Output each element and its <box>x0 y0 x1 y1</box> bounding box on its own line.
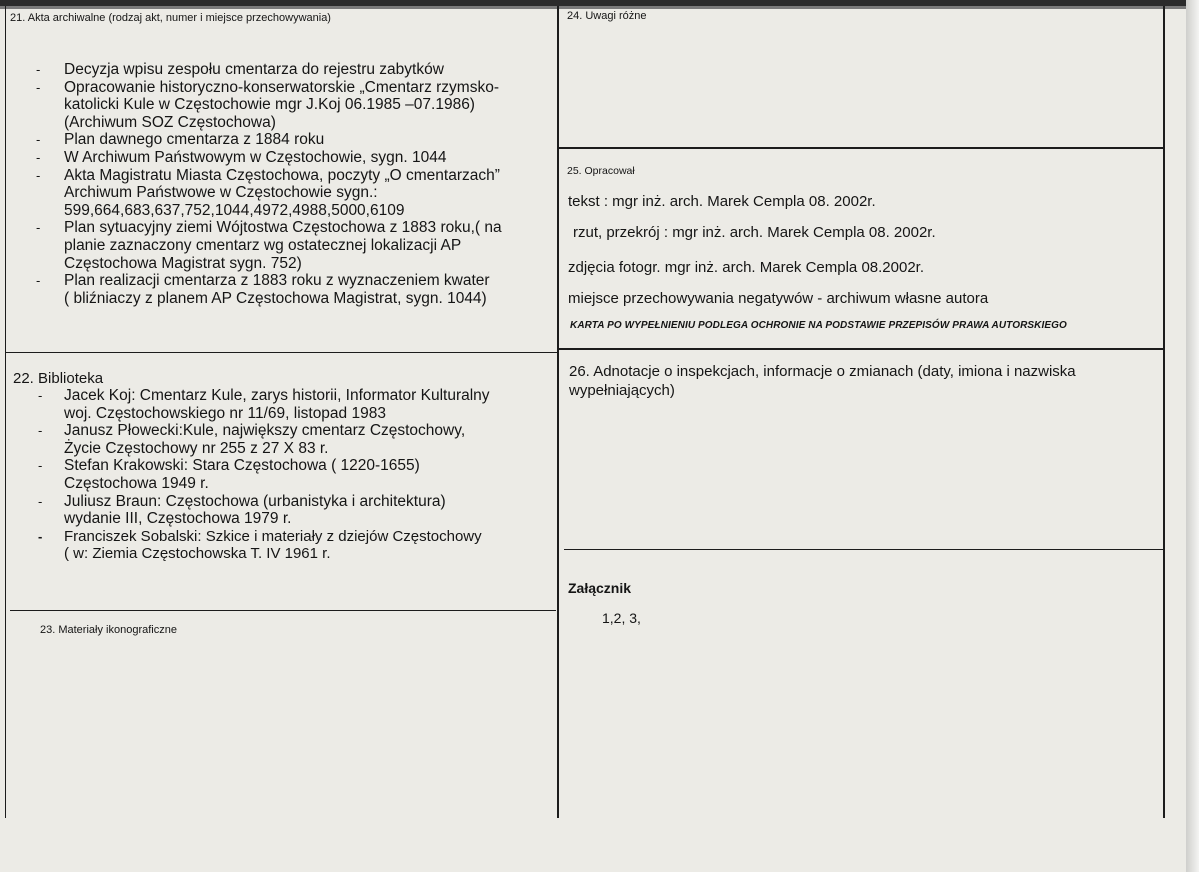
section-22-item-line: Franciszek Sobalski: Szkice i materiały z dziejów Częstochowy <box>64 527 482 545</box>
section-21-item-line: Plan dawnego cmentarza z 1884 roku <box>64 131 325 149</box>
divider-right-3 <box>564 549 1165 550</box>
section-21-item-line: (Archiwum SOZ Częstochowa) <box>64 113 276 131</box>
section-21-item-line: planie zaznaczony cmentarz wg ostatecznej lokalizacji AP <box>64 237 462 254</box>
zalacznik-label: Załącznik <box>568 580 632 596</box>
section-21-item-line: Decyzja wpisu zespołu cmentarza do rejestru zabytków <box>64 61 444 78</box>
section-22-item-bullet: - <box>38 458 43 474</box>
section-21-item-line: Częstochowa Magistrat sygn. 752) <box>64 254 302 272</box>
section-22-item-line: Częstochowa 1949 r. <box>64 475 209 492</box>
section-22-item-bullet: - <box>38 528 43 544</box>
zalacznik-value: 1,2, 3, <box>602 610 641 626</box>
section-22-header: 22. Biblioteka <box>13 370 104 387</box>
section-22-item-line: Życie Częstochowy nr 255 z 27 X 83 r. <box>64 439 329 457</box>
scan-edge-right <box>1186 0 1199 872</box>
section-21-item-line: 599,664,683,637,752,1044,4972,4988,5000,6109 <box>64 201 405 219</box>
divider-left-upper <box>5 352 558 353</box>
section-21-item-bullet: - <box>36 273 41 289</box>
section-23-header: 23. Materiały ikonograficzne <box>40 624 177 636</box>
section-21-item-bullet: - <box>36 220 41 236</box>
section-21-item-line: ( bliźniaczy z planem AP Częstochowa Magistrat, sygn. 1044) <box>64 289 487 307</box>
center-divider <box>557 6 559 818</box>
section-22-item-bullet: - <box>38 423 43 439</box>
opracowal-rzut: rzut, przekrój : mgr inż. arch. Marek Cempla 08. 2002r. <box>573 224 936 241</box>
section-21-item-bullet: - <box>36 132 41 148</box>
left-border <box>5 6 6 818</box>
section-21-item-line: Plan sytuacyjny ziemi Wójtostwa Częstochowa z 1883 roku,( na <box>64 219 502 237</box>
section-24-header: 24. Uwagi różne <box>567 10 647 22</box>
section-22-item-line: Janusz Płowecki:Kule, największy cmentarz Częstochowy, <box>64 422 466 440</box>
section-26-header-line2: wypełniających) <box>569 382 675 399</box>
section-25-header: 25. Opracował <box>567 165 635 177</box>
section-21-item-bullet: - <box>36 79 41 95</box>
section-21-item-line: Opracowanie historyczno-konserwatorskie „Cmentarz rzymsko- <box>64 78 499 96</box>
section-22-item-line: Juliusz Braun: Częstochowa (urbanistyka i architektura) <box>64 492 446 510</box>
right-border <box>1163 6 1165 818</box>
section-22-item-line: wydanie III, Częstochowa 1979 r. <box>64 510 292 528</box>
section-21-header: 21. Akta archiwalne (rodzaj akt, numer i miejsce przechowywania) <box>10 12 331 24</box>
section-21-item-bullet: - <box>36 150 41 165</box>
section-21-item-line: Akta Magistratu Miasta Częstochowa, poczyty „O cmentarzach” <box>64 166 500 184</box>
section-22-item-bullet: - <box>38 388 43 403</box>
copyright-note: KARTA PO WYPEŁNIENIU PODLEGA OCHRONIE NA PODSTAWIE PRZEPISÓW PRAWA AUTORSKIEGO <box>570 320 1067 331</box>
section-21-item-line: Archiwum Państwowe w Częstochowie sygn.: <box>64 184 378 202</box>
divider-left-lower <box>10 610 556 611</box>
section-22-item-line: Stefan Krakowski: Stara Częstochowa ( 1220-1655) <box>64 457 420 475</box>
section-21-item-line: katolicki Kule w Częstochowie mgr J.Koj 06.1985 –07.1986) <box>64 96 475 114</box>
section-22-item-line: woj. Częstochowskiego nr 11/69, listopad 1983 <box>64 404 386 422</box>
section-21-item-bullet: - <box>36 62 41 77</box>
opracowal-tekst: tekst : mgr inż. arch. Marek Cempla 08. 2002r. <box>568 193 876 210</box>
divider-right-2 <box>558 348 1165 350</box>
section-21-item-bullet: - <box>36 167 41 183</box>
section-21-item-line: W Archiwum Państwowym w Częstochowie, sygn. 1044 <box>64 149 447 166</box>
scan-edge-shadow <box>0 6 1199 9</box>
section-22-item-line: ( w: Ziemia Częstochowska T. IV 1961 r. <box>64 545 331 563</box>
section-26-header-line1: 26. Adnotacje o inspekcjach, informacje o zmianach (daty, imiona i nazwiska <box>569 363 1076 380</box>
section-22-item-bullet: - <box>38 493 43 509</box>
divider-right-1 <box>558 147 1165 149</box>
negatywy-location: miejsce przechowywania negatywów - archiwum własne autora <box>568 290 989 307</box>
opracowal-zdjecia: zdjęcia fotogr. mgr inż. arch. Marek Cempla 08.2002r. <box>568 259 925 276</box>
section-21-item-line: Plan realizacji cmentarza z 1883 roku z wyznaczeniem kwater <box>64 272 490 290</box>
section-22-item-line: Jacek Koj: Cmentarz Kule, zarys historii, Informator Kulturalny <box>64 387 490 404</box>
